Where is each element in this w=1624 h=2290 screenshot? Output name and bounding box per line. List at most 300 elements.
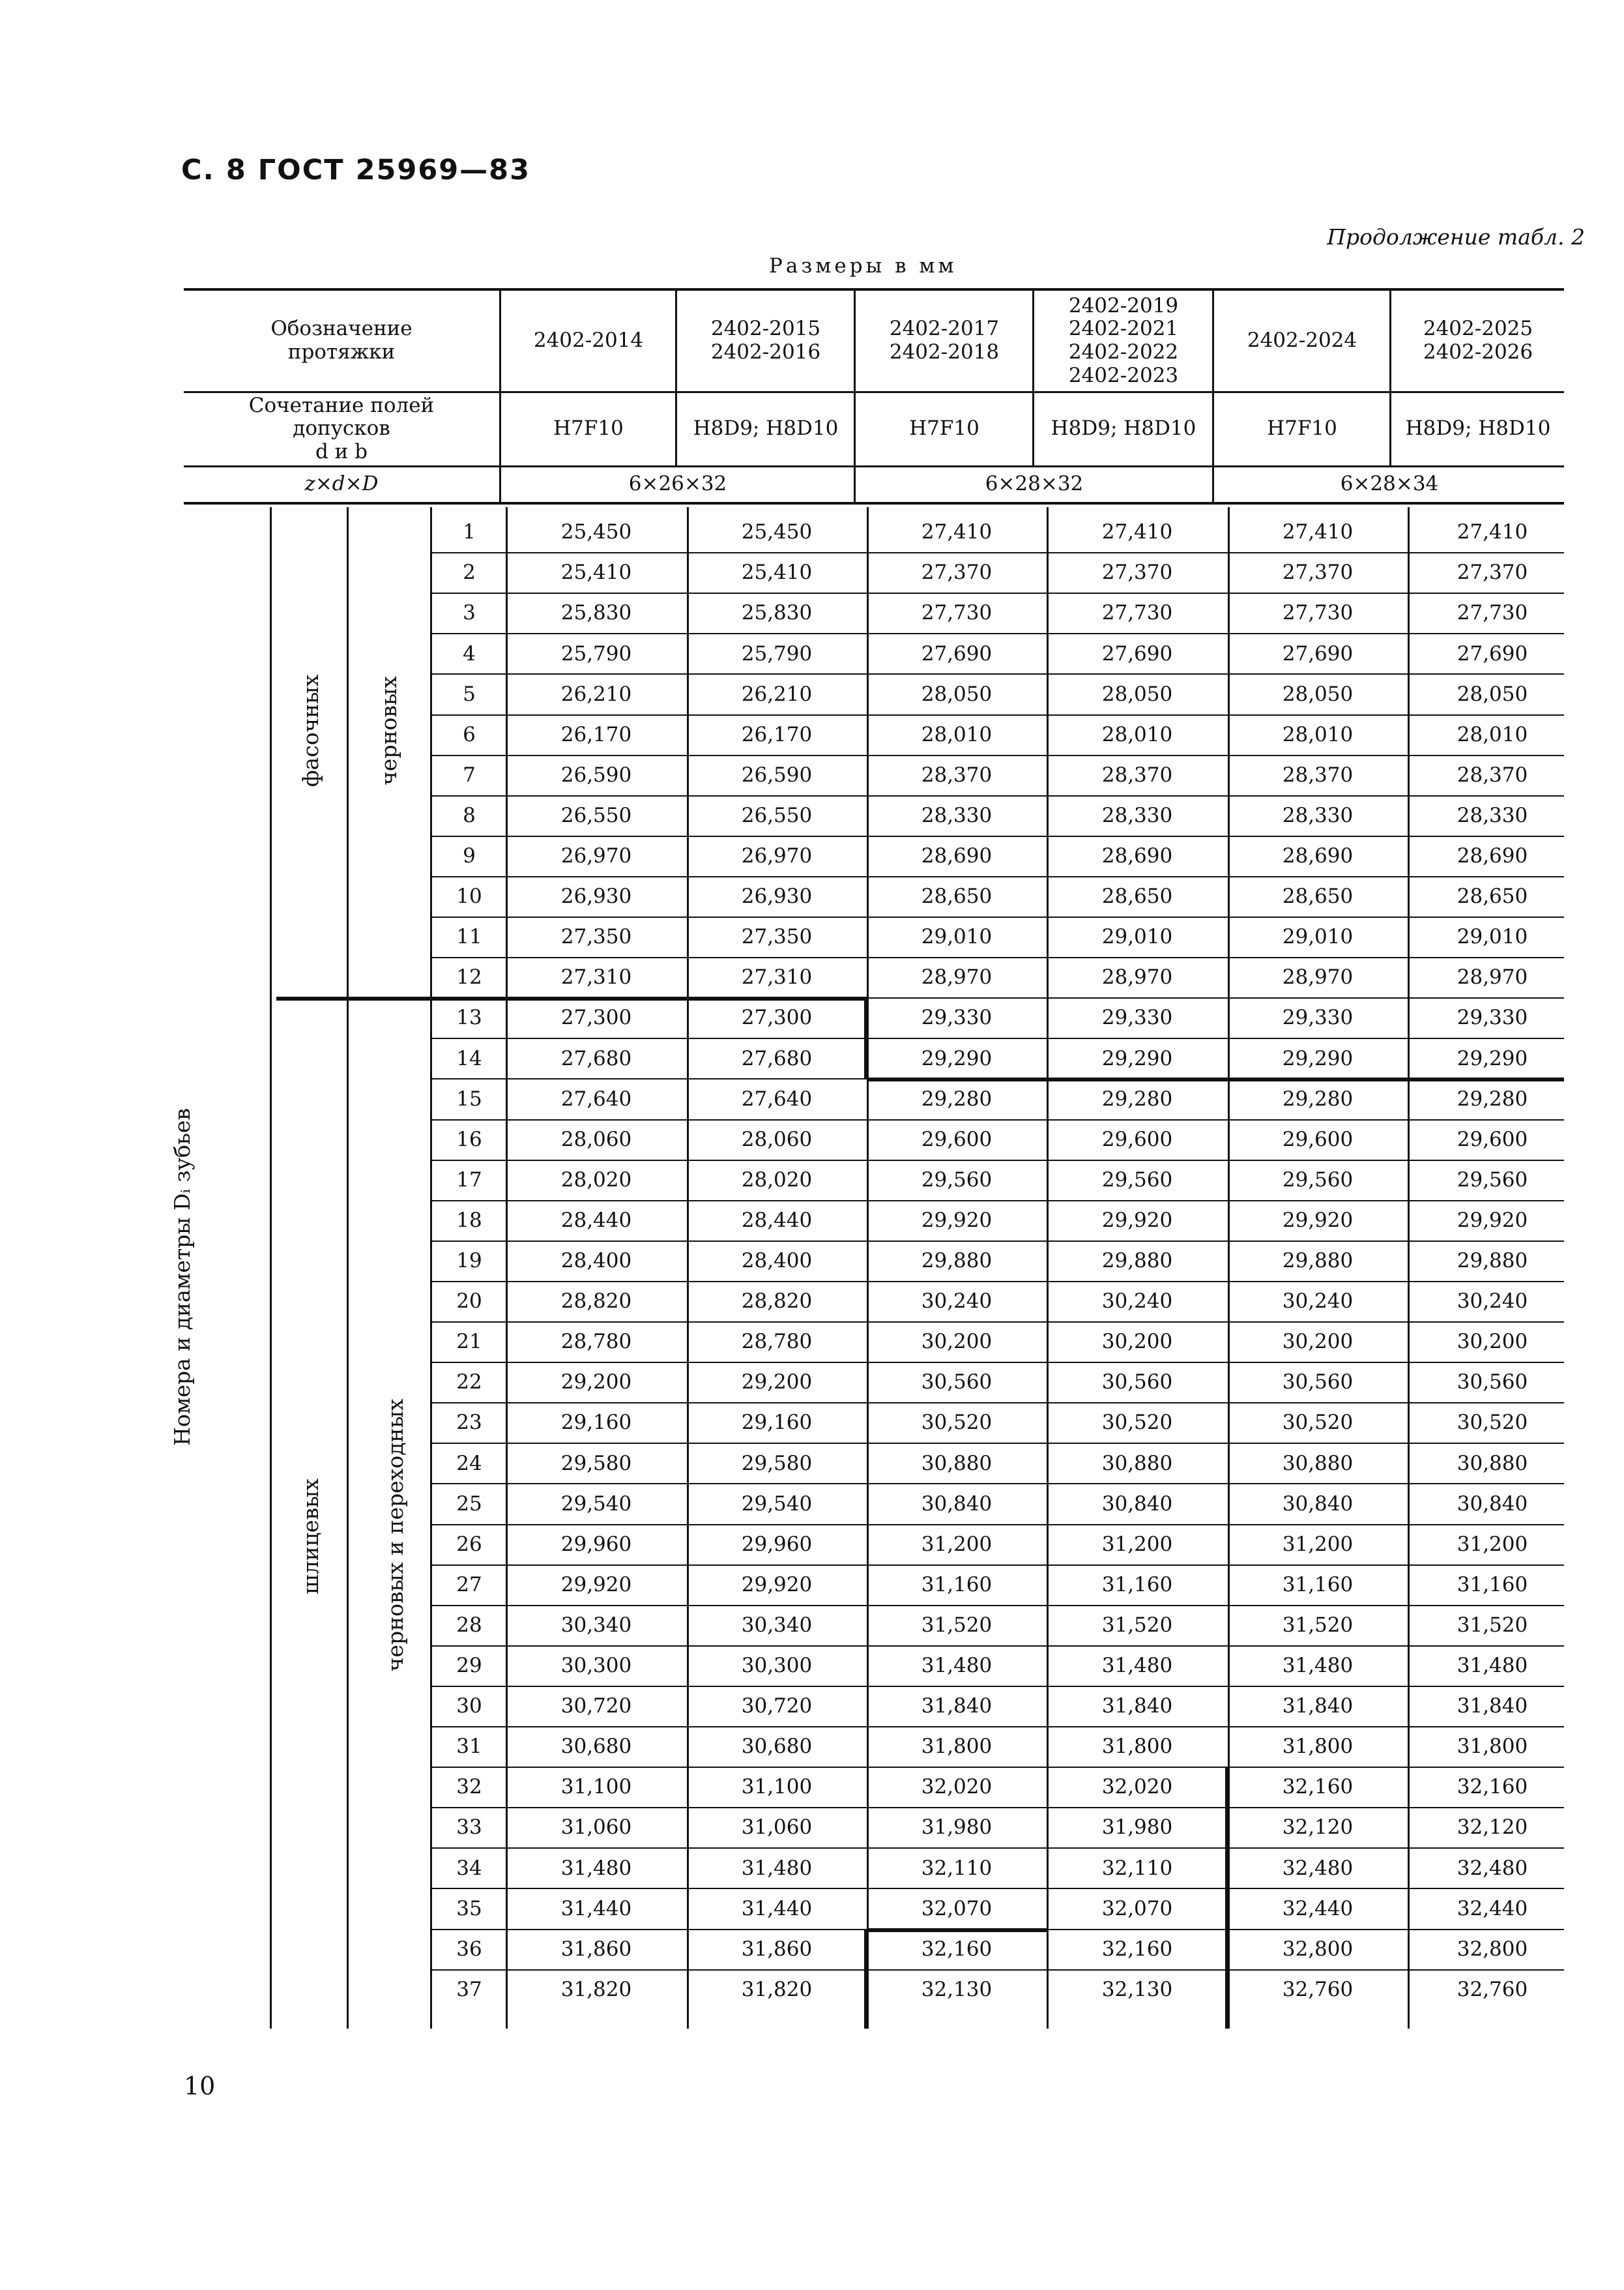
table-rule [430, 1483, 1564, 1484]
table-rule [430, 1524, 1564, 1525]
diameter-cell: 29,880 [921, 1249, 993, 1273]
table-rule [864, 1930, 868, 2029]
table-rule [430, 1443, 1564, 1444]
table-rule [867, 1928, 1047, 1932]
diameter-cell: 29,960 [560, 1532, 632, 1556]
designation-col-5: 2402-2024 [1247, 329, 1357, 353]
diameter-cell: 27,370 [1457, 561, 1528, 585]
diameter-cell: 26,170 [560, 722, 632, 746]
diameter-cell: 27,370 [1101, 561, 1173, 585]
diameter-cell: 31,200 [1101, 1532, 1173, 1556]
tooth-number: 29 [456, 1654, 482, 1678]
diameter-cell: 29,600 [1457, 1127, 1528, 1151]
diameter-cell: 32,070 [1101, 1896, 1173, 1920]
diameter-cell: 27,640 [560, 1087, 632, 1111]
group-chamfer-sub-label: черновых [376, 676, 401, 785]
table-rule [430, 552, 1564, 553]
diameter-cell: 30,240 [921, 1289, 993, 1314]
diameter-cell: 29,920 [1101, 1208, 1173, 1232]
diameter-cell: 29,560 [1101, 1167, 1173, 1192]
table-rule [430, 1038, 1564, 1039]
diameter-cell: 28,020 [741, 1167, 813, 1192]
table-rule [1389, 291, 1391, 465]
diameter-cell: 28,650 [1101, 885, 1173, 909]
diameter-cell: 31,480 [1101, 1654, 1173, 1678]
tooth-number: 14 [456, 1046, 482, 1070]
diameter-cell: 28,060 [560, 1127, 632, 1151]
diameter-cell: 29,600 [1282, 1127, 1354, 1151]
diameter-cell: 28,370 [1282, 763, 1354, 787]
tooth-number: 8 [463, 803, 476, 827]
diameter-cell: 32,020 [1101, 1775, 1173, 1799]
diameter-cell: 27,730 [1457, 601, 1528, 625]
diameter-cell: 28,690 [1457, 844, 1528, 868]
diameter-cell: 30,200 [1282, 1330, 1354, 1354]
diameter-cell: 29,920 [560, 1572, 632, 1596]
diameter-cell: 28,050 [1457, 682, 1528, 706]
table-rule [276, 997, 867, 1001]
diameter-cell: 30,200 [1457, 1330, 1528, 1354]
table-rule [430, 1888, 1564, 1889]
diameter-cell: 32,130 [1101, 1977, 1173, 2001]
diameter-cell: 31,860 [560, 1937, 632, 1961]
diameter-cell: 29,290 [1101, 1046, 1173, 1070]
designation-col-2: 2402-2015 2402-2016 [710, 317, 821, 364]
diameter-cell: 25,830 [560, 601, 632, 625]
diameter-cell: 30,240 [1457, 1289, 1528, 1314]
fits-col-4: H8D9; H8D10 [1051, 417, 1196, 441]
table-rule [430, 957, 1564, 958]
table-rule [1225, 1767, 1229, 2029]
tooth-number: 25 [456, 1491, 482, 1516]
diameter-cell: 27,310 [560, 965, 632, 990]
diameter-cell: 29,010 [921, 925, 993, 949]
diameter-cell: 28,970 [1282, 965, 1354, 990]
diameter-cell: 28,970 [1101, 965, 1173, 990]
diameter-cell: 30,880 [1282, 1451, 1354, 1475]
table-rule [270, 507, 272, 2029]
diameter-cell: 32,160 [921, 1937, 993, 1961]
designation-col-4: 2402-2019 2402-2021 2402-2022 2402-2023 [1068, 293, 1179, 387]
diameter-cell: 32,760 [1282, 1977, 1354, 2001]
table-rule [430, 1240, 1564, 1242]
table-rule [675, 291, 677, 465]
diameter-cell: 28,400 [560, 1249, 632, 1273]
tooth-number: 26 [456, 1532, 482, 1556]
diameter-cell: 28,020 [560, 1167, 632, 1192]
page-header: С. 8 ГОСТ 25969—83 [181, 154, 531, 186]
diameter-cell: 32,070 [921, 1896, 993, 1920]
fits-col-5: H7F10 [1267, 417, 1337, 441]
table-rule [506, 507, 508, 2029]
group-spline-label: шлицевых [298, 1478, 323, 1594]
table-rule [430, 1726, 1564, 1727]
diameter-cell: 28,010 [1457, 722, 1528, 746]
diameter-cell: 29,330 [1101, 1006, 1173, 1030]
diameter-cell: 31,800 [1282, 1735, 1354, 1759]
diameter-cell: 29,200 [741, 1370, 813, 1394]
table-rule [430, 1362, 1564, 1363]
diameter-cell: 27,350 [741, 925, 813, 949]
diameter-cell: 31,980 [921, 1815, 993, 1840]
outer-side-label: Номера и диаметры Dᵢ зубьев [169, 1108, 195, 1446]
diameter-cell: 29,580 [741, 1451, 813, 1475]
table-rule [499, 291, 501, 502]
diameter-cell: 31,980 [1101, 1815, 1173, 1840]
diameter-cell: 32,120 [1282, 1815, 1354, 1840]
tooth-number: 32 [456, 1775, 482, 1799]
diameter-cell: 25,410 [560, 561, 632, 585]
diameter-cell: 30,560 [1101, 1370, 1173, 1394]
table-rule [430, 1200, 1564, 1201]
diameter-cell: 29,920 [741, 1572, 813, 1596]
table-rule [184, 391, 1564, 393]
designation-label: Обозначение протяжки [270, 317, 413, 364]
table-rule [430, 1807, 1564, 1808]
diameter-cell: 29,560 [1282, 1167, 1354, 1192]
diameter-cell: 26,170 [741, 722, 813, 746]
diameter-cell: 29,920 [1282, 1208, 1354, 1232]
table-rule [1408, 507, 1410, 2029]
diameter-cell: 27,300 [560, 1006, 632, 1030]
table-rule [430, 836, 1564, 837]
diameter-cell: 31,160 [1282, 1572, 1354, 1596]
tooth-number: 7 [463, 763, 476, 787]
diameter-cell: 30,520 [1282, 1411, 1354, 1435]
diameter-cell: 31,200 [1457, 1532, 1528, 1556]
diameter-cell: 28,690 [1101, 844, 1173, 868]
tooth-number: 12 [456, 965, 482, 990]
diameter-cell: 30,560 [921, 1370, 993, 1394]
fits-col-3: H7F10 [909, 417, 979, 441]
diameter-cell: 29,160 [741, 1411, 813, 1435]
table-rule [430, 917, 1564, 918]
diameter-cell: 28,440 [741, 1208, 813, 1232]
diameter-cell: 30,520 [921, 1411, 993, 1435]
diameter-cell: 30,560 [1282, 1370, 1354, 1394]
diameter-cell: 28,780 [741, 1330, 813, 1354]
table-rule [430, 714, 1564, 716]
diameter-cell: 31,840 [1282, 1694, 1354, 1718]
diameter-cell: 31,060 [741, 1815, 813, 1840]
diameter-cell: 32,760 [1457, 1977, 1528, 2001]
tooth-number: 24 [456, 1451, 482, 1475]
table-rule [430, 1160, 1564, 1161]
group-chamfer-label: фасочных [298, 674, 323, 787]
diameter-cell: 32,160 [1101, 1937, 1173, 1961]
diameter-cell: 30,840 [1101, 1491, 1173, 1516]
diameter-cell: 31,200 [1282, 1532, 1354, 1556]
diameter-cell: 28,050 [1101, 682, 1173, 706]
group-spline-sub-label: черновых и переходных [383, 1398, 408, 1672]
designation-col-6: 2402-2025 2402-2026 [1423, 317, 1533, 364]
diameter-cell: 27,410 [1457, 520, 1528, 544]
tooth-number: 18 [456, 1208, 482, 1232]
diameter-cell: 29,560 [1457, 1167, 1528, 1192]
tooth-number: 1 [463, 520, 476, 544]
tooth-number: 5 [463, 682, 476, 706]
diameter-cell: 30,520 [1457, 1411, 1528, 1435]
size-group-1: 6×26×32 [628, 472, 727, 496]
diameter-cell: 31,800 [1457, 1735, 1528, 1759]
diameter-cell: 31,480 [560, 1856, 632, 1880]
table-rule [430, 1645, 1564, 1647]
diameter-cell: 31,160 [1457, 1572, 1528, 1596]
table-rule [1212, 291, 1214, 502]
fits-label: Сочетание полей допусков d и b [248, 393, 435, 463]
diameter-cell: 30,680 [560, 1735, 632, 1759]
diameter-cell: 28,690 [921, 844, 993, 868]
diameter-cell: 25,830 [741, 601, 813, 625]
diameter-cell: 29,290 [921, 1046, 993, 1070]
diameter-cell: 31,440 [560, 1896, 632, 1920]
diameter-cell: 28,050 [921, 682, 993, 706]
tooth-number: 11 [456, 925, 482, 949]
diameter-cell: 30,240 [1282, 1289, 1354, 1314]
diameter-cell: 27,310 [741, 965, 813, 990]
table-rule [184, 502, 1564, 505]
diameter-cell: 32,130 [921, 1977, 993, 2001]
diameter-cell: 28,010 [921, 722, 993, 746]
tooth-number: 28 [456, 1613, 482, 1637]
table-rule [867, 1078, 1564, 1081]
diameter-cell: 28,370 [1457, 763, 1528, 787]
table-rule [854, 291, 856, 502]
table-rule [430, 633, 1564, 634]
diameter-cell: 28,050 [1282, 682, 1354, 706]
table-rule [430, 1402, 1564, 1403]
diameter-cell: 32,160 [1282, 1775, 1354, 1799]
diameter-cell: 29,290 [1457, 1046, 1528, 1070]
diameter-cell: 32,110 [1101, 1856, 1173, 1880]
table-rule [430, 1767, 1564, 1768]
diameter-cell: 32,800 [1457, 1937, 1528, 1961]
diameter-cell: 25,450 [560, 520, 632, 544]
diameter-cell: 32,800 [1282, 1937, 1354, 1961]
diameter-cell: 27,730 [1101, 601, 1173, 625]
tooth-number: 15 [456, 1087, 482, 1111]
diameter-cell: 30,340 [741, 1613, 813, 1637]
designation-col-3: 2402-2017 2402-2018 [889, 317, 1000, 364]
diameter-cell: 31,100 [560, 1775, 632, 1799]
diameter-cell: 28,010 [1282, 722, 1354, 746]
diameter-cell: 31,820 [741, 1977, 813, 2001]
tooth-number: 36 [456, 1937, 482, 1961]
diameter-cell: 27,300 [741, 1006, 813, 1030]
diameter-cell: 28,970 [1457, 965, 1528, 990]
diameter-cell: 27,640 [741, 1087, 813, 1111]
diameter-cell: 30,840 [1457, 1491, 1528, 1516]
diameter-cell: 32,480 [1457, 1856, 1528, 1880]
diameter-cell: 28,440 [560, 1208, 632, 1232]
tooth-number: 17 [456, 1167, 482, 1192]
diameter-cell: 27,730 [921, 601, 993, 625]
diameter-cell: 29,290 [1282, 1046, 1354, 1070]
diameter-cell: 32,120 [1457, 1815, 1528, 1840]
diameter-cell: 31,840 [1457, 1694, 1528, 1718]
diameter-cell: 28,650 [1282, 885, 1354, 909]
diameter-cell: 27,690 [921, 641, 993, 666]
diameter-cell: 26,970 [741, 844, 813, 868]
table-rule [430, 673, 1564, 675]
diameter-cell: 32,440 [1282, 1896, 1354, 1920]
fits-col-6: H8D9; H8D10 [1405, 417, 1551, 441]
diameter-cell: 28,650 [1457, 885, 1528, 909]
diameter-cell: 28,010 [1101, 722, 1173, 746]
diameter-cell: 26,590 [741, 763, 813, 787]
diameter-cell: 31,840 [1101, 1694, 1173, 1718]
tooth-number: 9 [463, 844, 476, 868]
diameter-cell: 30,240 [1101, 1289, 1173, 1314]
table-rule [864, 998, 868, 1079]
diameter-cell: 30,340 [560, 1613, 632, 1637]
diameter-cell: 29,960 [741, 1532, 813, 1556]
diameter-cell: 26,930 [560, 885, 632, 909]
table-rule [1032, 291, 1034, 465]
tooth-number: 22 [456, 1370, 482, 1394]
diameter-cell: 25,410 [741, 561, 813, 585]
diameter-cell: 25,790 [560, 641, 632, 666]
diameter-cell: 31,520 [1101, 1613, 1173, 1637]
size-group-3: 6×28×34 [1340, 472, 1439, 496]
diameter-cell: 30,680 [741, 1735, 813, 1759]
table-rule [687, 507, 689, 2029]
diameter-cell: 32,020 [921, 1775, 993, 1799]
table-rule [430, 1564, 1564, 1566]
diameter-cell: 31,520 [921, 1613, 993, 1637]
fits-col-1: H7F10 [553, 417, 624, 441]
diameter-cell: 29,540 [560, 1491, 632, 1516]
diameter-cell: 31,200 [921, 1532, 993, 1556]
tooth-number: 10 [456, 885, 482, 909]
tooth-number: 16 [456, 1127, 482, 1151]
table-rule [430, 876, 1564, 877]
diameter-cell: 29,330 [1457, 1006, 1528, 1030]
tooth-number: 2 [463, 561, 476, 585]
diameter-cell: 28,820 [560, 1289, 632, 1314]
diameter-cell: 27,730 [1282, 601, 1354, 625]
diameter-cell: 27,410 [921, 520, 993, 544]
diameter-cell: 31,160 [921, 1572, 993, 1596]
diameter-cell: 28,400 [741, 1249, 813, 1273]
table-rule [430, 1321, 1564, 1323]
table-rule [430, 755, 1564, 756]
diameter-cell: 29,880 [1457, 1249, 1528, 1273]
diameter-cell: 31,820 [560, 1977, 632, 2001]
fits-col-2: H8D9; H8D10 [693, 417, 839, 441]
diameter-cell: 26,930 [741, 885, 813, 909]
diameter-cell: 28,330 [921, 803, 993, 827]
diameter-cell: 26,970 [560, 844, 632, 868]
diameter-cell: 29,160 [560, 1411, 632, 1435]
diameter-cell: 26,590 [560, 763, 632, 787]
table-rule [430, 1605, 1564, 1606]
diameter-cell: 31,480 [921, 1654, 993, 1678]
diameter-cell: 30,520 [1101, 1411, 1173, 1435]
diameter-cell: 32,160 [1457, 1775, 1528, 1799]
diameter-cell: 31,800 [1101, 1735, 1173, 1759]
diameter-cell: 29,580 [560, 1451, 632, 1475]
diameter-cell: 31,480 [1282, 1654, 1354, 1678]
tooth-number: 35 [456, 1896, 482, 1920]
diameter-cell: 26,550 [741, 803, 813, 827]
diameter-cell: 29,330 [1282, 1006, 1354, 1030]
page-number: 10 [184, 2072, 216, 2100]
diameter-cell: 30,560 [1457, 1370, 1528, 1394]
diameter-cell: 29,010 [1282, 925, 1354, 949]
table-rule [430, 1686, 1564, 1687]
diameter-cell: 28,330 [1101, 803, 1173, 827]
diameter-cell: 31,480 [741, 1856, 813, 1880]
diameter-cell: 29,280 [1282, 1087, 1354, 1111]
diameter-cell: 29,280 [1457, 1087, 1528, 1111]
tooth-number: 21 [456, 1330, 482, 1354]
diameter-cell: 29,880 [1101, 1249, 1173, 1273]
diameter-cell: 29,600 [1101, 1127, 1173, 1151]
diameter-cell: 32,480 [1282, 1856, 1354, 1880]
table-rule [347, 507, 349, 2029]
diameter-cell: 32,440 [1457, 1896, 1528, 1920]
diameter-cell: 29,010 [1101, 925, 1173, 949]
diameter-cell: 30,840 [921, 1491, 993, 1516]
size-label: z×d×D [304, 472, 379, 496]
table-rule [1047, 507, 1049, 2029]
table-continuation-note: Продолжение табл. 2 [1327, 224, 1585, 250]
diameter-cell: 28,330 [1282, 803, 1354, 827]
diameter-cell: 28,650 [921, 885, 993, 909]
diameter-cell: 28,330 [1457, 803, 1528, 827]
designation-col-1: 2402-2014 [533, 329, 644, 353]
diameter-cell: 30,200 [921, 1330, 993, 1354]
tooth-number: 37 [456, 1977, 482, 2001]
diameter-cell: 28,820 [741, 1289, 813, 1314]
table-rule [430, 1119, 1564, 1121]
tooth-number: 33 [456, 1815, 482, 1840]
diameter-cell: 30,200 [1101, 1330, 1173, 1354]
diameter-cell: 27,680 [560, 1046, 632, 1070]
table-rule [430, 593, 1564, 594]
diameter-cell: 29,330 [921, 1006, 993, 1030]
diameter-cell: 27,410 [1101, 520, 1173, 544]
tooth-number: 31 [456, 1735, 482, 1759]
table-rule [430, 1281, 1564, 1282]
table-rule [430, 795, 1564, 797]
diameter-cell: 31,840 [921, 1694, 993, 1718]
diameter-cell: 31,800 [921, 1735, 993, 1759]
tooth-number: 19 [456, 1249, 482, 1273]
tooth-number: 34 [456, 1856, 482, 1880]
diameter-cell: 26,550 [560, 803, 632, 827]
diameter-cell: 27,370 [1282, 561, 1354, 585]
diameter-cell: 29,560 [921, 1167, 993, 1192]
diameter-cell: 31,480 [1457, 1654, 1528, 1678]
diameter-cell: 27,350 [560, 925, 632, 949]
diameter-cell: 30,720 [741, 1694, 813, 1718]
diameter-cell: 31,520 [1457, 1613, 1528, 1637]
diameter-cell: 28,060 [741, 1127, 813, 1151]
diameter-cell: 30,880 [1457, 1451, 1528, 1475]
diameter-cell: 25,790 [741, 641, 813, 666]
diameter-cell: 30,300 [741, 1654, 813, 1678]
diameter-cell: 30,720 [560, 1694, 632, 1718]
diameter-cell: 30,300 [560, 1654, 632, 1678]
diameter-cell: 29,010 [1457, 925, 1528, 949]
diameter-cell: 29,540 [741, 1491, 813, 1516]
diameter-cell: 28,370 [1101, 763, 1173, 787]
diameter-cell: 28,690 [1282, 844, 1354, 868]
diameter-cell: 29,920 [1457, 1208, 1528, 1232]
table-rule [184, 465, 1564, 467]
